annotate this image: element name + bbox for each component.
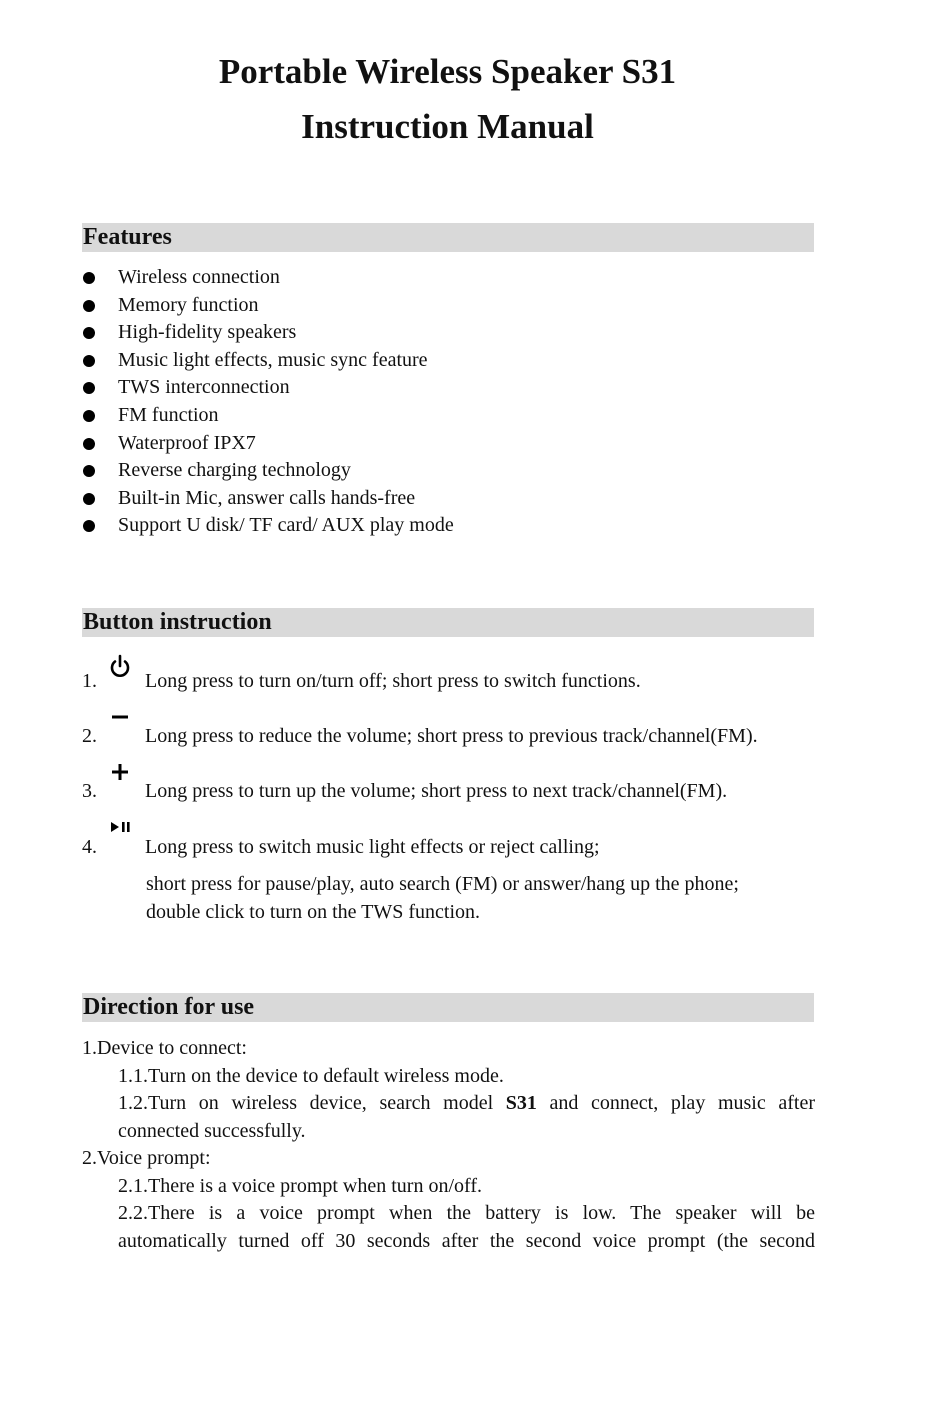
item-number: 4. bbox=[82, 836, 97, 858]
feature-text: Memory function bbox=[118, 293, 259, 316]
bullet-icon bbox=[83, 272, 95, 284]
bullet-icon bbox=[83, 520, 95, 532]
step-1-2 bbox=[118, 1090, 815, 1118]
feature-text: Built-in Mic, answer calls hands-free bbox=[118, 486, 416, 509]
bullet-icon bbox=[83, 493, 95, 505]
bullet-icon bbox=[83, 465, 95, 477]
item-number: 2. bbox=[82, 725, 97, 747]
button-instruction-item bbox=[0, 776, 950, 806]
button-description-continued: short press for pause/play, auto search (FM) or answer/hang up the phone; bbox=[146, 873, 739, 895]
step-heading-connect: 1.Device to connect: bbox=[82, 1037, 247, 1059]
button-description: Long press to switch music light effects or reject calling; bbox=[145, 836, 600, 858]
step-1-2-text-after: and connect, play music after bbox=[536, 1092, 815, 1114]
button-instruction-item bbox=[0, 721, 950, 751]
document-title: Portable Wireless Speaker S31 bbox=[218, 52, 677, 91]
button-description: Long press to turn up the volume; short press to next track/channel(FM). bbox=[145, 780, 728, 802]
power-icon bbox=[108, 652, 132, 680]
minus-icon bbox=[108, 707, 132, 735]
bullet-icon bbox=[83, 355, 95, 367]
direction-section-header bbox=[82, 993, 814, 1022]
plus-icon bbox=[108, 762, 132, 790]
features-heading: Features bbox=[83, 224, 172, 250]
button-instruction-heading: Button instruction bbox=[83, 609, 272, 635]
feature-text: FM function bbox=[118, 403, 219, 426]
item-number: 3. bbox=[82, 780, 97, 802]
features-section-header bbox=[82, 223, 814, 252]
button-instruction-section-header bbox=[82, 608, 814, 637]
button-description: Long press to turn on/turn off; short press to switch functions. bbox=[145, 670, 641, 692]
step-1-2-continued: connected successfully. bbox=[118, 1120, 306, 1142]
bullet-icon bbox=[83, 410, 95, 422]
play-pause-icon bbox=[108, 818, 132, 846]
bullet-icon bbox=[83, 300, 95, 312]
button-instruction-item bbox=[0, 832, 950, 862]
button-description: Long press to reduce the volume; short press to previous track/channel(FM). bbox=[145, 725, 758, 747]
step-2-2-line-2: automatically turned off 30 seconds after the second voice prompt (the second bbox=[118, 1230, 815, 1252]
button-instruction-item bbox=[0, 666, 950, 696]
step-2-1: 2.1.There is a voice prompt when turn on/off. bbox=[118, 1175, 482, 1197]
document-subtitle: Instruction Manual bbox=[301, 107, 594, 146]
feature-text: High-fidelity speakers bbox=[118, 321, 297, 344]
feature-text: TWS interconnection bbox=[118, 376, 290, 399]
step-heading-voice-prompt: 2.Voice prompt: bbox=[82, 1147, 211, 1169]
step-1-2-text: 1.2.Turn on wireless device, search model bbox=[118, 1092, 506, 1114]
feature-text: Reverse charging technology bbox=[118, 459, 351, 482]
bullet-icon bbox=[83, 327, 95, 339]
button-description-continued: double click to turn on the TWS function. bbox=[146, 901, 481, 923]
bullet-icon bbox=[83, 438, 95, 450]
model-name: S31 bbox=[505, 1092, 537, 1114]
step-2-2-line-1: 2.2.There is a voice prompt when the battery is low. The speaker will be bbox=[118, 1202, 815, 1224]
bullet-icon bbox=[83, 382, 95, 394]
feature-text: Wireless connection bbox=[118, 266, 280, 288]
direction-heading: Direction for use bbox=[83, 994, 255, 1020]
item-number: 1. bbox=[82, 670, 97, 692]
feature-text: Waterproof IPX7 bbox=[118, 431, 256, 454]
step-1-1: 1.1.Turn on the device to default wireless mode. bbox=[118, 1065, 504, 1087]
feature-text: Music light effects, music sync feature bbox=[118, 348, 428, 371]
feature-text: Support U disk/ TF card/ AUX play mode bbox=[118, 514, 454, 537]
